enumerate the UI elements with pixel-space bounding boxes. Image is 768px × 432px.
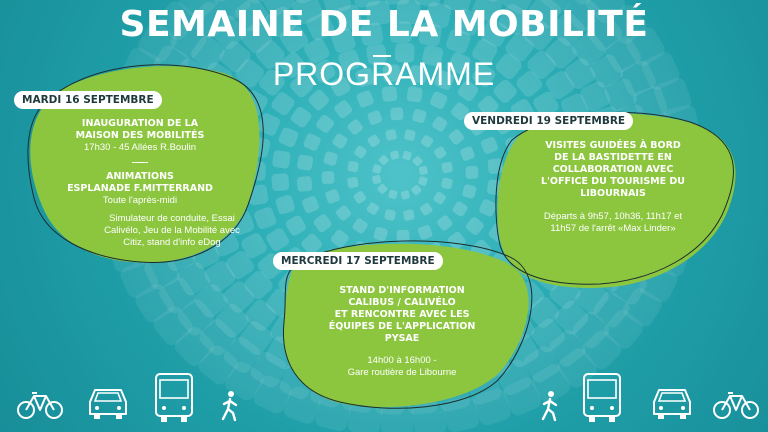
car-icon xyxy=(86,382,130,422)
event-block-friday xyxy=(530,140,696,235)
pedestrian-icon xyxy=(538,390,562,422)
car-icon xyxy=(650,382,694,422)
pedestrian-icon xyxy=(218,390,242,422)
event-title: VISITES GUIDÉES À BORD DE LA BASTIDETTE EN COLLABORATION AVEC L'OFFICE DU TOURISME DU LIBOURNAIS xyxy=(540,140,686,199)
event-extra-tuesday xyxy=(92,213,252,249)
bus-icon xyxy=(152,370,196,426)
event-title: STAND D'INFORMATION CALIBUS / CALIVÉLO ET RENCONTRE AVEC LES ÉQUIPES DE L'APPLICATION PYSAE xyxy=(328,285,476,344)
date-badge-friday: VENDREDI 19 SEPTEMBRE xyxy=(464,112,633,130)
event-divider xyxy=(132,162,148,163)
event-details: Toute l'après-midi xyxy=(102,195,178,206)
bicycle-icon xyxy=(16,388,64,422)
date-badge-wednesday: MERCREDI 17 SEPTEMBRE xyxy=(273,252,443,270)
event-block-tuesday xyxy=(58,118,222,207)
page-title: SEMAINE DE LA MOBILITÉ xyxy=(119,4,649,45)
page-subtitle: PROGRAMME xyxy=(272,56,496,92)
event-block-wednesday xyxy=(312,285,492,379)
bus-icon xyxy=(580,370,624,426)
event-title: ANIMATIONS ESPLANADE F.MITTERRAND xyxy=(67,171,213,194)
event-details: 14h00 à 16h00 - Gare routière de Libourne xyxy=(347,355,457,378)
date-badge-tuesday: MARDI 16 SEPTEMBRE xyxy=(14,91,162,109)
event-details: Départs à 9h57, 10h36, 11h17 et 11h57 de l'arrêt «Max Linder» xyxy=(543,211,683,234)
event-title: INAUGURATION DE LA MAISON DES MOBILITÉS xyxy=(75,118,205,141)
event-description: Simulateur de conduite, Essai Calivélo, Jeu de la Mobilité avec Citiz, stand d'info eDog xyxy=(104,213,240,248)
bicycle-icon xyxy=(712,388,760,422)
event-details: 17h30 - 45 Allées R.Boulin xyxy=(84,142,196,153)
